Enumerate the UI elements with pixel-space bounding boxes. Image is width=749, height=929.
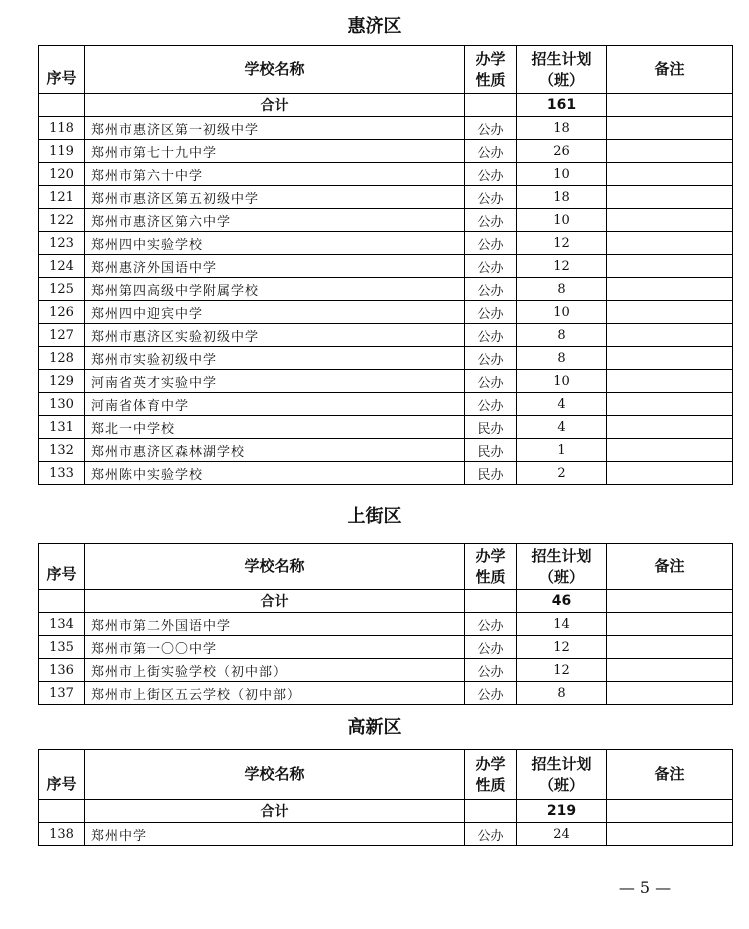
note-cell [607,823,733,846]
class-count-cell: 18 [517,186,607,209]
class-count-cell: 24 [517,823,607,846]
table-row [39,209,733,232]
school-name-cell: 郑州市第六十中学 [85,163,465,186]
school-type-cell: 公办 [465,232,517,255]
header-name: 学校名称 [85,544,465,590]
table-row [39,324,733,347]
section-title-gaoxin: 高新区 [347,717,402,738]
school-type-cell: 公办 [465,324,517,347]
table-row [39,232,733,255]
note-cell [607,659,733,682]
school-type-cell: 民办 [465,462,517,485]
note-cell [607,613,733,636]
total-value: 219 [517,800,607,823]
class-count-cell: 2 [517,462,607,485]
school-name-cell: 郑州惠济外国语中学 [85,255,465,278]
total-row [39,94,733,117]
seq-cell: 131 [39,416,85,439]
school-type-cell: 公办 [465,347,517,370]
class-count-cell: 4 [517,416,607,439]
table-row [39,823,733,846]
total-label: 合计 [85,800,465,823]
note-cell [607,232,733,255]
school-type-cell: 公办 [465,636,517,659]
note-cell [607,462,733,485]
school-type-cell: 公办 [465,117,517,140]
note-cell [607,416,733,439]
header-type: 办学 性质 [465,544,517,590]
seq-cell: 127 [39,324,85,347]
seq-cell: 119 [39,140,85,163]
school-name-cell: 郑州市上街区五云学校（初中部） [85,682,465,705]
school-type-cell: 公办 [465,370,517,393]
note-cell [607,117,733,140]
class-count-cell: 10 [517,301,607,324]
table-huiji [38,45,733,485]
seq-cell: 125 [39,278,85,301]
school-name-cell: 郑州第四高级中学附属学校 [85,278,465,301]
table-row [39,682,733,705]
class-count-cell: 10 [517,163,607,186]
seq-cell: 122 [39,209,85,232]
table-row [39,416,733,439]
table-header-row [39,46,733,94]
table-header-row [39,750,733,800]
class-count-cell: 10 [517,370,607,393]
table-row [39,659,733,682]
seq-cell: 120 [39,163,85,186]
seq-cell: 126 [39,301,85,324]
school-type-cell: 民办 [465,416,517,439]
section-title-shangjie: 上街区 [347,506,402,527]
table-row [39,393,733,416]
school-name-cell: 郑州市第七十九中学 [85,140,465,163]
table-gaoxin [38,749,733,846]
note-cell [607,255,733,278]
table-row [39,462,733,485]
class-count-cell: 18 [517,117,607,140]
note-cell [607,209,733,232]
school-type-cell: 民办 [465,439,517,462]
school-name-cell: 郑州市惠济区实验初级中学 [85,324,465,347]
header-note: 备注 [607,544,733,590]
class-count-cell: 12 [517,255,607,278]
school-type-cell: 公办 [465,682,517,705]
seq-cell: 121 [39,186,85,209]
school-type-cell: 公办 [465,140,517,163]
seq-cell: 137 [39,682,85,705]
header-seq: 序号 [39,46,85,94]
table-shangjie [38,543,733,705]
class-count-cell: 8 [517,278,607,301]
header-note: 备注 [607,46,733,94]
school-name-cell: 郑州市上街实验学校（初中部） [85,659,465,682]
note-cell [607,682,733,705]
table-row [39,163,733,186]
seq-cell: 130 [39,393,85,416]
class-count-cell: 10 [517,209,607,232]
class-count-cell: 1 [517,439,607,462]
page-number: — 5 — [618,878,672,897]
school-type-cell: 公办 [465,186,517,209]
seq-cell: 136 [39,659,85,682]
table-row [39,278,733,301]
total-label: 合计 [85,590,465,613]
header-seq: 序号 [39,544,85,590]
class-count-cell: 26 [517,140,607,163]
table-row [39,140,733,163]
note-cell [607,324,733,347]
seq-cell: 134 [39,613,85,636]
school-type-cell: 公办 [465,659,517,682]
school-type-cell: 公办 [465,163,517,186]
class-count-cell: 4 [517,393,607,416]
table-row [39,117,733,140]
school-name-cell: 郑州陈中实验学校 [85,462,465,485]
note-cell [607,439,733,462]
total-value: 161 [517,94,607,117]
header-name: 学校名称 [85,750,465,800]
class-count-cell: 8 [517,347,607,370]
total-row [39,800,733,823]
total-label: 合计 [85,94,465,117]
table-row [39,186,733,209]
school-name-cell: 郑州市惠济区森林湖学校 [85,439,465,462]
note-cell [607,163,733,186]
table-row [39,613,733,636]
header-note: 备注 [607,750,733,800]
school-name-cell: 郑州市第二外国语中学 [85,613,465,636]
header-plan: 招生计划 （班） [517,544,607,590]
school-name-cell: 郑北一中学校 [85,416,465,439]
school-name-cell: 郑州四中迎宾中学 [85,301,465,324]
table-row [39,255,733,278]
class-count-cell: 14 [517,613,607,636]
seq-cell: 123 [39,232,85,255]
total-value: 46 [517,590,607,613]
seq-cell: 133 [39,462,85,485]
school-type-cell: 公办 [465,823,517,846]
class-count-cell: 8 [517,682,607,705]
note-cell [607,636,733,659]
school-name-cell: 郑州市惠济区第一初级中学 [85,117,465,140]
table-row [39,439,733,462]
class-count-cell: 12 [517,636,607,659]
header-plan: 招生计划 （班） [517,46,607,94]
note-cell [607,370,733,393]
note-cell [607,186,733,209]
school-name-cell: 河南省体育中学 [85,393,465,416]
school-type-cell: 公办 [465,301,517,324]
header-plan: 招生计划 （班） [517,750,607,800]
school-name-cell: 河南省英才实验中学 [85,370,465,393]
class-count-cell: 12 [517,659,607,682]
table-header-row [39,544,733,590]
header-seq: 序号 [39,750,85,800]
note-cell [607,347,733,370]
note-cell [607,140,733,163]
seq-cell: 124 [39,255,85,278]
class-count-cell: 12 [517,232,607,255]
section-title-huiji: 惠济区 [347,16,402,37]
school-name-cell: 郑州中学 [85,823,465,846]
header-type: 办学 性质 [465,46,517,94]
school-type-cell: 公办 [465,613,517,636]
school-name-cell: 郑州市实验初级中学 [85,347,465,370]
header-name: 学校名称 [85,46,465,94]
header-type: 办学 性质 [465,750,517,800]
table-row [39,636,733,659]
seq-cell: 129 [39,370,85,393]
school-name-cell: 郑州市第一〇〇中学 [85,636,465,659]
school-name-cell: 郑州市惠济区第六中学 [85,209,465,232]
school-type-cell: 公办 [465,278,517,301]
seq-cell: 135 [39,636,85,659]
school-name-cell: 郑州市惠济区第五初级中学 [85,186,465,209]
note-cell [607,301,733,324]
note-cell [607,278,733,301]
seq-cell: 132 [39,439,85,462]
school-name-cell: 郑州四中实验学校 [85,232,465,255]
seq-cell: 128 [39,347,85,370]
total-row [39,590,733,613]
class-count-cell: 8 [517,324,607,347]
school-type-cell: 公办 [465,255,517,278]
note-cell [607,393,733,416]
table-row [39,370,733,393]
seq-cell: 118 [39,117,85,140]
table-row [39,347,733,370]
school-type-cell: 公办 [465,393,517,416]
seq-cell: 138 [39,823,85,846]
school-type-cell: 公办 [465,209,517,232]
table-row [39,301,733,324]
